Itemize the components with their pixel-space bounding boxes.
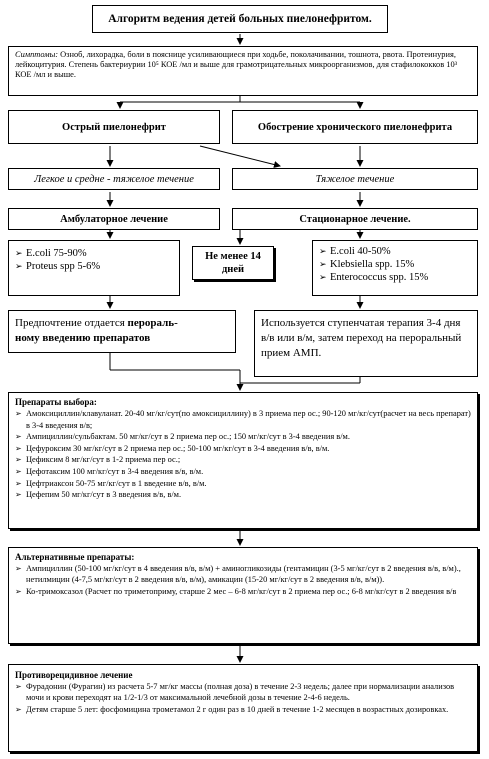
symptoms-label: Симптомы: xyxy=(15,50,59,59)
relapse-title: Противорецидивное лечение xyxy=(15,670,133,680)
oral-preference-box xyxy=(8,310,236,353)
symptoms-box xyxy=(8,46,478,96)
outpatient-box xyxy=(8,208,220,230)
severe-course-label: Тяжелое течение xyxy=(315,173,395,185)
relapse-prevention-box xyxy=(8,664,478,752)
right-pathogens-box xyxy=(312,240,478,296)
drugs-of-choice-box xyxy=(8,392,478,529)
pathogen-item: ➢ E.coli 75-90% xyxy=(15,247,173,260)
drug-item: ➢ Цефиксим 8 мг/кг/сут в 1-2 приема пер ос.; xyxy=(15,454,471,466)
alternatives-title: Альтернативные препараты: xyxy=(15,552,135,562)
drug-item: ➢ Цефуроксим 30 мг/кг/сут в 2 приема пер ос.; 50-100 мг/кг/сут в 3-4 введения в/в, в/м. xyxy=(15,443,471,455)
inpatient-box xyxy=(232,208,478,230)
relapse-item: ➢ Фурадонин (Фурагин) из расчета 5-7 мг/кг массы (полная доза) в течение 2-3 недель; далее при нормализации анализов мочи и крови переходят на 1/2-1/3 от максимальной лечебной дозы в течение 2-4-6 недель. xyxy=(15,681,471,704)
left-pathogens-box xyxy=(8,240,180,296)
acute-box xyxy=(8,110,220,144)
acute-label: Острый пиелонефрит xyxy=(62,121,166,133)
mild-course-label: Легкое и средне - тяжелое течение xyxy=(34,173,194,185)
stepwise-therapy-box xyxy=(254,310,478,377)
pathogen-item: ➢ E.coli 40-50% xyxy=(319,245,471,258)
drug-item: ➢ Цефтриаксон 50-75 мг/кг/сут в 1 введение в/в, в/м. xyxy=(15,478,471,490)
title: Алгоритм ведения детей больных пиелонефритом. xyxy=(108,13,372,25)
drug-item: ➢ Цефепим 50 мг/кг/сут в 3 введения в/в, в/м. xyxy=(15,489,471,501)
chronic-box xyxy=(232,110,478,144)
drugs-choice-title: Препараты выбора: xyxy=(15,397,97,407)
duration-label: Не менее 14 дней xyxy=(205,251,261,275)
chronic-label: Обострение хронического пиелонефрита xyxy=(257,121,453,133)
drug-item: ➢ Амоксициллин/клавуланат. 20-40 мг/кг/сут(по амоксициллину) в 3 приема пер ос.; 90-120 мг/кг/сут(расчет на весь препарат) в 3-4 введения в/в; xyxy=(15,408,471,431)
pathogen-item: ➢ Enterococcus spp. 15% xyxy=(319,271,471,284)
stepwise-text: Используется ступенчатая терапия 3-4 дня в/в или в/м, затем переход на пероральный прием АМП. xyxy=(261,317,462,359)
symptoms-text: Озноб, лихорадка, боли в пояснице усиливающиеся при ходьбе, поколачивании, тошнота, рвота. Протеинурия, лейкоцитурия. Степень бактериурии 10⁵ КОЕ /мл и выше для грамотрицательных микроорганизмов, для стафилококков 10³ КОЕ /мл и выше. xyxy=(15,50,458,79)
title-box xyxy=(92,5,388,33)
relapse-item: ➢ Детям старше 5 лет: фосфомицина трометамол 2 г один раз в 10 дней в течение 1-2 месяцев в возрастных дозировках. xyxy=(15,704,471,715)
severe-course-box xyxy=(232,168,478,190)
oral-pref-prefix: Предпочтение отдается xyxy=(15,317,128,329)
pathogen-item: ➢ Proteus spp 5-6% xyxy=(15,260,173,273)
oral-pref-bold-1: перораль- xyxy=(127,317,178,329)
drug-item: ➢ Ампициллин/сульбактам. 50 мг/кг/сут в 2 приема пер ос.; 150 мг/кг/сут в 3-4 введения в/м. xyxy=(15,431,471,443)
alternatives-box xyxy=(8,547,478,644)
outpatient-label: Амбулаторное лечение xyxy=(60,213,168,225)
mild-course-box xyxy=(8,168,220,190)
drug-item: ➢ Цефотаксим 100 мг/кг/сут в 3-4 введения в/в, в/м. xyxy=(15,466,471,478)
inpatient-label: Стационарное лечение. xyxy=(299,213,411,225)
pathogen-item: ➢ Klebsiella spp. 15% xyxy=(319,258,471,271)
alternative-item: ➢ Ампициллин (50-100 мг/кг/сут в 4 введения в/в, в/м) + аминогликозиды (гентамицин (3-5 мг/кг/сут в 2 введения в/в, в/м)., нетилмицин (4-7,5 мг/кг/сут в 2 введения в/в, в/м), амикацин (15-20 мг/кг/сут в 2 введения в/в, в/м)). xyxy=(15,563,471,586)
alternative-item: ➢ Ко-тримоксазол (Расчет по триметоприму, старше 2 мес – 6-8 мг/кг/сут в 2 приема пер ос.; 6-8 мг/кг/сут в 2 введения в/в xyxy=(15,586,471,597)
oral-pref-bold-2: ному введению препаратов xyxy=(15,332,151,344)
duration-box xyxy=(192,246,274,280)
